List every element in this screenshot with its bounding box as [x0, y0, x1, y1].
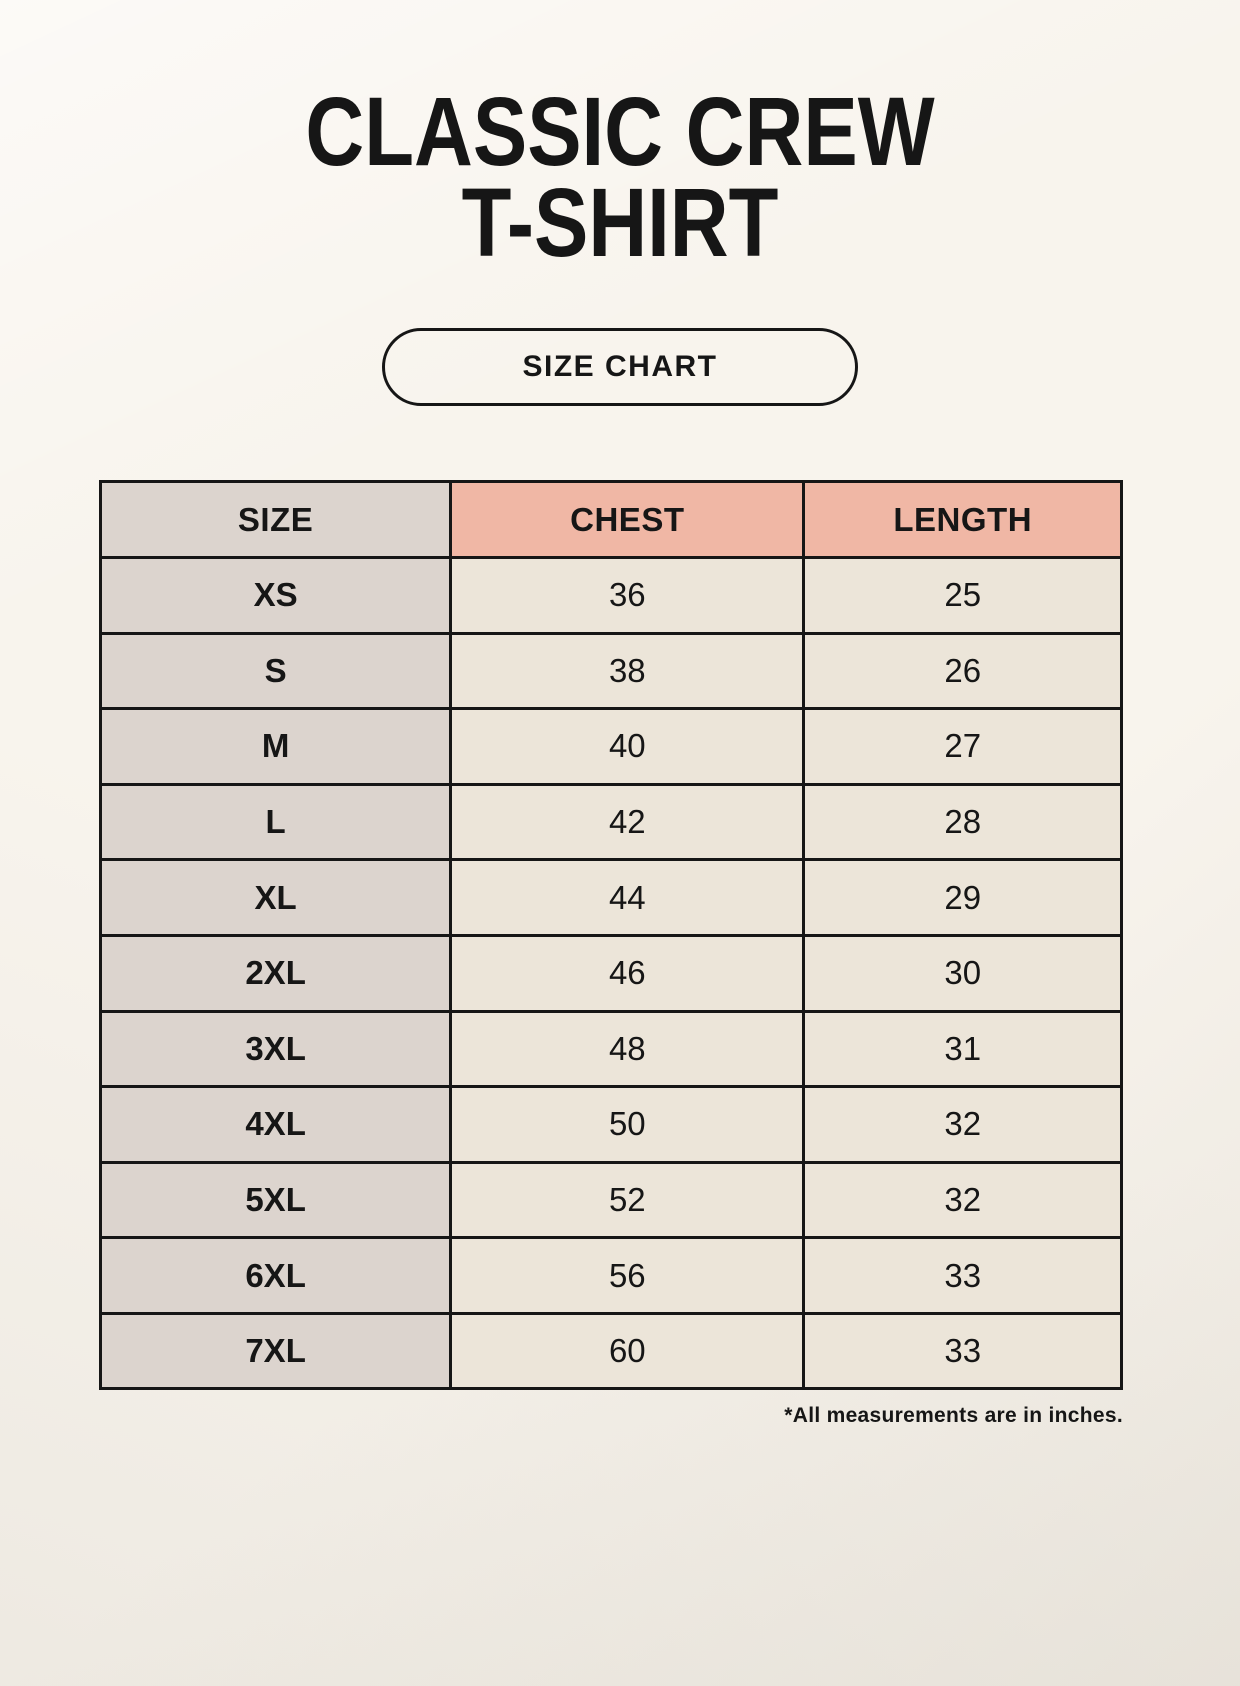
size-cell: 5XL [101, 1162, 451, 1238]
size-table-header [101, 482, 1122, 558]
chest-cell: 60 [451, 1313, 804, 1389]
table-row [101, 935, 1122, 1011]
size-cell: 6XL [101, 1238, 451, 1314]
chest-cell: 46 [451, 935, 804, 1011]
length-cell: 33 [804, 1313, 1122, 1389]
size-chart-badge [382, 328, 858, 406]
chest-cell: 56 [451, 1238, 804, 1314]
length-cell: 31 [804, 1011, 1122, 1087]
table-row [101, 1313, 1122, 1389]
size-cell: 7XL [101, 1313, 451, 1389]
page-title [99, 77, 1141, 278]
length-cell: 25 [804, 557, 1122, 633]
table-row [101, 633, 1122, 709]
chest-cell: 38 [451, 633, 804, 709]
chest-cell: 50 [451, 1087, 804, 1163]
size-cell: M [101, 709, 451, 785]
table-row [101, 860, 1122, 936]
chest-cell: 40 [451, 709, 804, 785]
column-header-size: SIZE [101, 482, 451, 558]
length-cell: 32 [804, 1162, 1122, 1238]
size-cell: XS [101, 557, 451, 633]
size-chart-badge-label: SIZE CHART [522, 350, 718, 384]
table-row [101, 1238, 1122, 1314]
measurements-note: *All measurements are in inches. [784, 1404, 1123, 1428]
page-title-line2: T-SHIRT [461, 168, 779, 278]
table-row [101, 1087, 1122, 1163]
header-row [101, 482, 1122, 558]
size-cell: S [101, 633, 451, 709]
column-header-chest: CHEST [451, 482, 804, 558]
page-title-line1: CLASSIC CREW [305, 77, 935, 186]
length-cell: 28 [804, 784, 1122, 860]
table-row [101, 1162, 1122, 1238]
chest-cell: 52 [451, 1162, 804, 1238]
size-cell: 3XL [101, 1011, 451, 1087]
table-row [101, 784, 1122, 860]
length-cell: 27 [804, 709, 1122, 785]
chest-cell: 42 [451, 784, 804, 860]
length-cell: 29 [804, 860, 1122, 936]
size-cell: 2XL [101, 935, 451, 1011]
chest-cell: 44 [451, 860, 804, 936]
table-row [101, 557, 1122, 633]
chest-cell: 48 [451, 1011, 804, 1087]
length-cell: 26 [804, 633, 1122, 709]
size-table-body [101, 557, 1122, 1389]
length-cell: 32 [804, 1087, 1122, 1163]
size-cell: XL [101, 860, 451, 936]
table-row [101, 1011, 1122, 1087]
chest-cell: 36 [451, 557, 804, 633]
size-cell: 4XL [101, 1087, 451, 1163]
size-cell: L [101, 784, 451, 860]
length-cell: 30 [804, 935, 1122, 1011]
column-header-length: LENGTH [804, 482, 1122, 558]
size-table [99, 480, 1123, 1390]
length-cell: 33 [804, 1238, 1122, 1314]
table-row [101, 709, 1122, 785]
